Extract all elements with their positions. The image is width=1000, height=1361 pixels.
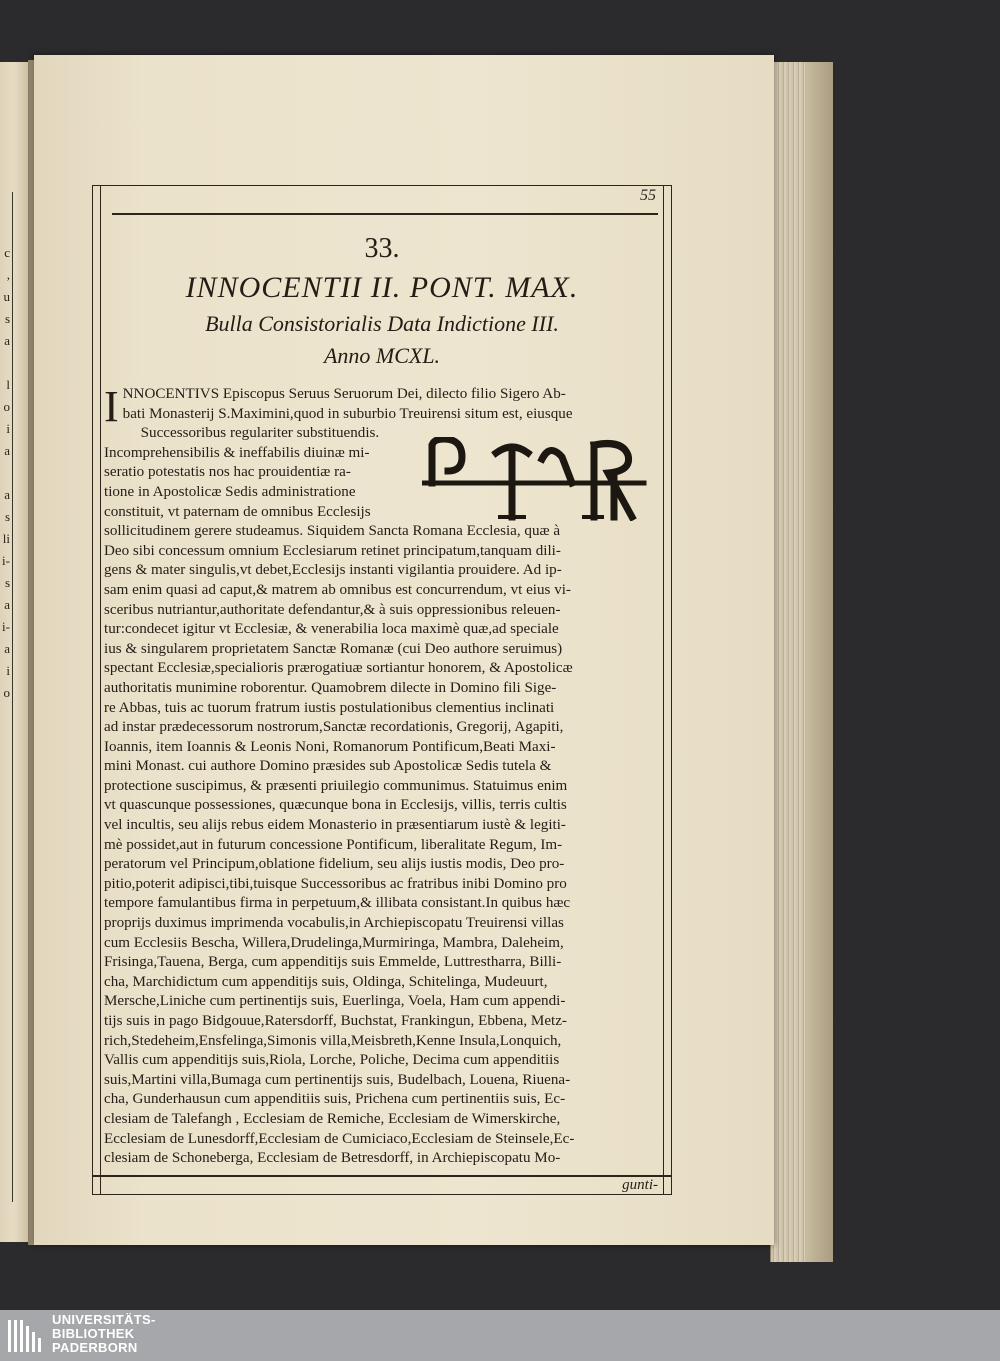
narrow-lines-beside-monogram [104, 444, 660, 522]
text-line: vel incultis, seu alijs rebus eidem Monasterio in præsentiarum iustè & legiti- [104, 817, 566, 834]
left-page-fragment: a [4, 443, 10, 458]
left-page-fragment: u [3, 289, 10, 304]
book-cover-edge [805, 62, 833, 1262]
left-page-fragment: a [4, 597, 10, 612]
library-name-line2: BIBLIOTHEK [52, 1326, 135, 1341]
left-page-fragment: s [4, 575, 10, 590]
text-line: Ioannis, item Ioannis & Leonis Noni, Romanorum Pontificum,Beati Maxi- [104, 738, 556, 755]
text-line: cha, Marchidictum cum appenditijs suis, Oldinga, Schitelinga, Mudeuurt, [104, 973, 548, 990]
text-line: suis,Martini villa,Bumaga cum pertinentijs suis, Budelbach, Louena, Riuena- [104, 1071, 571, 1088]
text-line: spectant Ecclesiæ,specialioris prærogatiuæ sortiantur honorem, & Apostolicæ [104, 660, 573, 677]
left-page-fragment: li [2, 531, 10, 546]
text-line: Frisinga,Tauena, Berga, cum appenditijs suis Emmelde, Luttrestharra, Billi- [104, 954, 562, 971]
library-logo-icon [6, 1316, 46, 1356]
text-line: clesiam de Schoneberga, Ecclesiam de Betresdorff, in Archiepiscopatu Mo- [104, 1150, 561, 1167]
left-page-fragment: i [6, 421, 10, 436]
left-page-fragment: l [6, 377, 10, 392]
book-page [34, 55, 774, 1245]
text-line: proprijs duximus imprimenda vocabulis,in Archiepiscopatu Treuirensi villas [104, 915, 564, 932]
text-line: Successoribus regulariter substituendis. [140, 425, 380, 442]
library-name-line3: PADERBORN [52, 1340, 138, 1355]
text-line: Deo sibi concessum omnium Ecclesiarum retinet principatum,tanquam dili- [104, 542, 561, 559]
document-subtitle: Bulla Consistorialis Data Indictione III. [205, 311, 559, 336]
text-line: sceribus nutriantur,authoritate defendantur,& à suis oppressionibus releuen- [104, 601, 561, 618]
opening-lines [104, 382, 660, 444]
document-body [104, 382, 660, 1169]
left-page-fragment: o [3, 399, 10, 414]
left-page-fragment: s [4, 509, 10, 524]
left-page-fragment [0, 462, 10, 484]
text-line: clesiam de Talefangh , Ecclesiam de Remiche, Ecclesiam de Wimerskirche, [104, 1110, 561, 1127]
body-lines [104, 522, 660, 1169]
document-number: 33. [364, 233, 400, 264]
text-line: peratorum vel Principum,oblatione fidelium, seu alijs iustis modis, Deo pro- [104, 856, 565, 873]
text-frame [92, 185, 672, 1195]
text-line: vt quascunque possessiones, quæcunque bona in Ecclesijs, villis, terris cultis [104, 797, 567, 814]
text-line: Ecclesiam de Lunesdorff,Ecclesiam de Cumiciaco,Ecclesiam de Steinsele,Ec- [104, 1130, 575, 1147]
text-line: tijs suis in pago Bidgouue,Ratersdorff, Buchstat, Frankingun, Ebbena, Metz- [104, 1013, 567, 1029]
text-line: Incomprehensibilis & ineffabilis diuinæ mi- [104, 444, 370, 461]
left-page-fragment: a [4, 487, 10, 502]
left-page-fragment: i [6, 663, 10, 678]
text-line: protectione suscipimus, & præsenti priuilegio communimus. Statuimus enim [104, 777, 568, 794]
left-page-fragment: s [4, 311, 10, 326]
text-line: constituit, vt paternam de omnibus Ecclesijs [104, 503, 371, 520]
text-line: pitio,poterit adipisci,tibi,tuisque Successoribus ac fratribus inibi Domino pro [104, 875, 567, 892]
left-page-fragment [0, 352, 10, 374]
library-name-line1: UNIVERSITÄTS- [52, 1312, 156, 1327]
left-page-fragment: i- [2, 619, 10, 634]
document-title: INNOCENTII II. PONT. MAX. [185, 271, 579, 304]
catchword: gunti- [622, 1177, 658, 1193]
page-number: 55 [640, 187, 656, 204]
text-line: ad instar prædecessorum nostrorum,Sanctæ recordationis, Gregorij, Agapiti, [104, 719, 564, 736]
text-line: ius & singularem proprietatem Sanctæ Romanæ (cui Deo authore seruimus) [104, 640, 563, 657]
text-line: tur:condecet igitur vt Ecclesiæ, & venerabilia loca maximè quæ,ad speciale [104, 621, 559, 638]
library-name [52, 1313, 156, 1355]
left-page-rule [12, 192, 13, 1202]
text-line: sam enim quasi ad caput,& matrem ab omnibus est concurrendum, vt eius vi- [104, 581, 571, 598]
text-line: sollicitudinem gerere studeamus. Siquidem Sancta Romana Ecclesia, quæ à [104, 523, 561, 540]
text-line: rich,Stedeheim,Ensfelinga,Simonis villa,Meisbreth,Kenne Insula,Lonquich, [104, 1032, 562, 1049]
text-line: re Abbas, tuis ac tuorum fratrum iustis postulationibus clementius inclinati [104, 699, 555, 716]
drop-cap: I [104, 382, 119, 431]
text-line: Mersche,Liniche cum pertinentijs suis, Euerlinga, Voela, Ham cum appendi- [104, 993, 566, 1010]
text-line: tempore famulantibus firma in perpetuum,& illibata consistant.In quibus hæc [104, 895, 571, 912]
left-page-text-fragments [0, 242, 10, 704]
document-year: Anno MCXL. [323, 343, 441, 368]
text-line: mè possidet,aut in futurum concessione Pontificum, liberalitate Regum, Im- [104, 836, 563, 853]
left-page-fragment: , [6, 267, 10, 282]
text-line: mini Monast. cui authore Domino præsides sub Apostolicæ Sedis tutela & [104, 758, 552, 775]
text-line: authoritatis munimine roborentur. Quamobrem dilecte in Domino fili Sige- [104, 679, 557, 696]
text-line: cha, Gunderhausun cum appenditiis suis, Prichena cum pertinentiis suis, Ec- [104, 1091, 566, 1108]
footer-rule [92, 1175, 672, 1177]
text-line: tione in Apostolicæ Sedis administratione [104, 483, 356, 500]
text-line: seratio potestatis nos hac prouidentiæ ra- [104, 464, 351, 481]
text-line: gens & mater singulis,vt debet,Ecclesijs instanti vigilantia prouidere. Ad ip- [104, 562, 562, 579]
left-page-fragment: o [3, 685, 10, 700]
left-page-fragment: a [4, 333, 10, 348]
text-line: bati Monasterij S.Maximini,quod in suburbio Treuirensi situm est, eiusque [122, 405, 573, 422]
text-line: Vallis cum appenditijs suis,Riola, Lorche, Poliche, Decima cum appenditiis [104, 1052, 560, 1069]
left-page-fragment: c [4, 245, 10, 260]
left-page-fragment: i- [2, 553, 10, 568]
left-page-fragment: a [4, 641, 10, 656]
library-footer [0, 1310, 1000, 1361]
header-rule [112, 213, 658, 215]
left-page-edge [0, 62, 31, 1242]
text-line: NNOCENTIVS Episcopus Seruus Seruorum Dei, dilecto filio Sigero Ab- [122, 386, 566, 402]
text-line: cum Ecclesiis Bescha, Willera,Drudelinga,Murmiringa, Mambra, Daleheim, [104, 934, 564, 951]
